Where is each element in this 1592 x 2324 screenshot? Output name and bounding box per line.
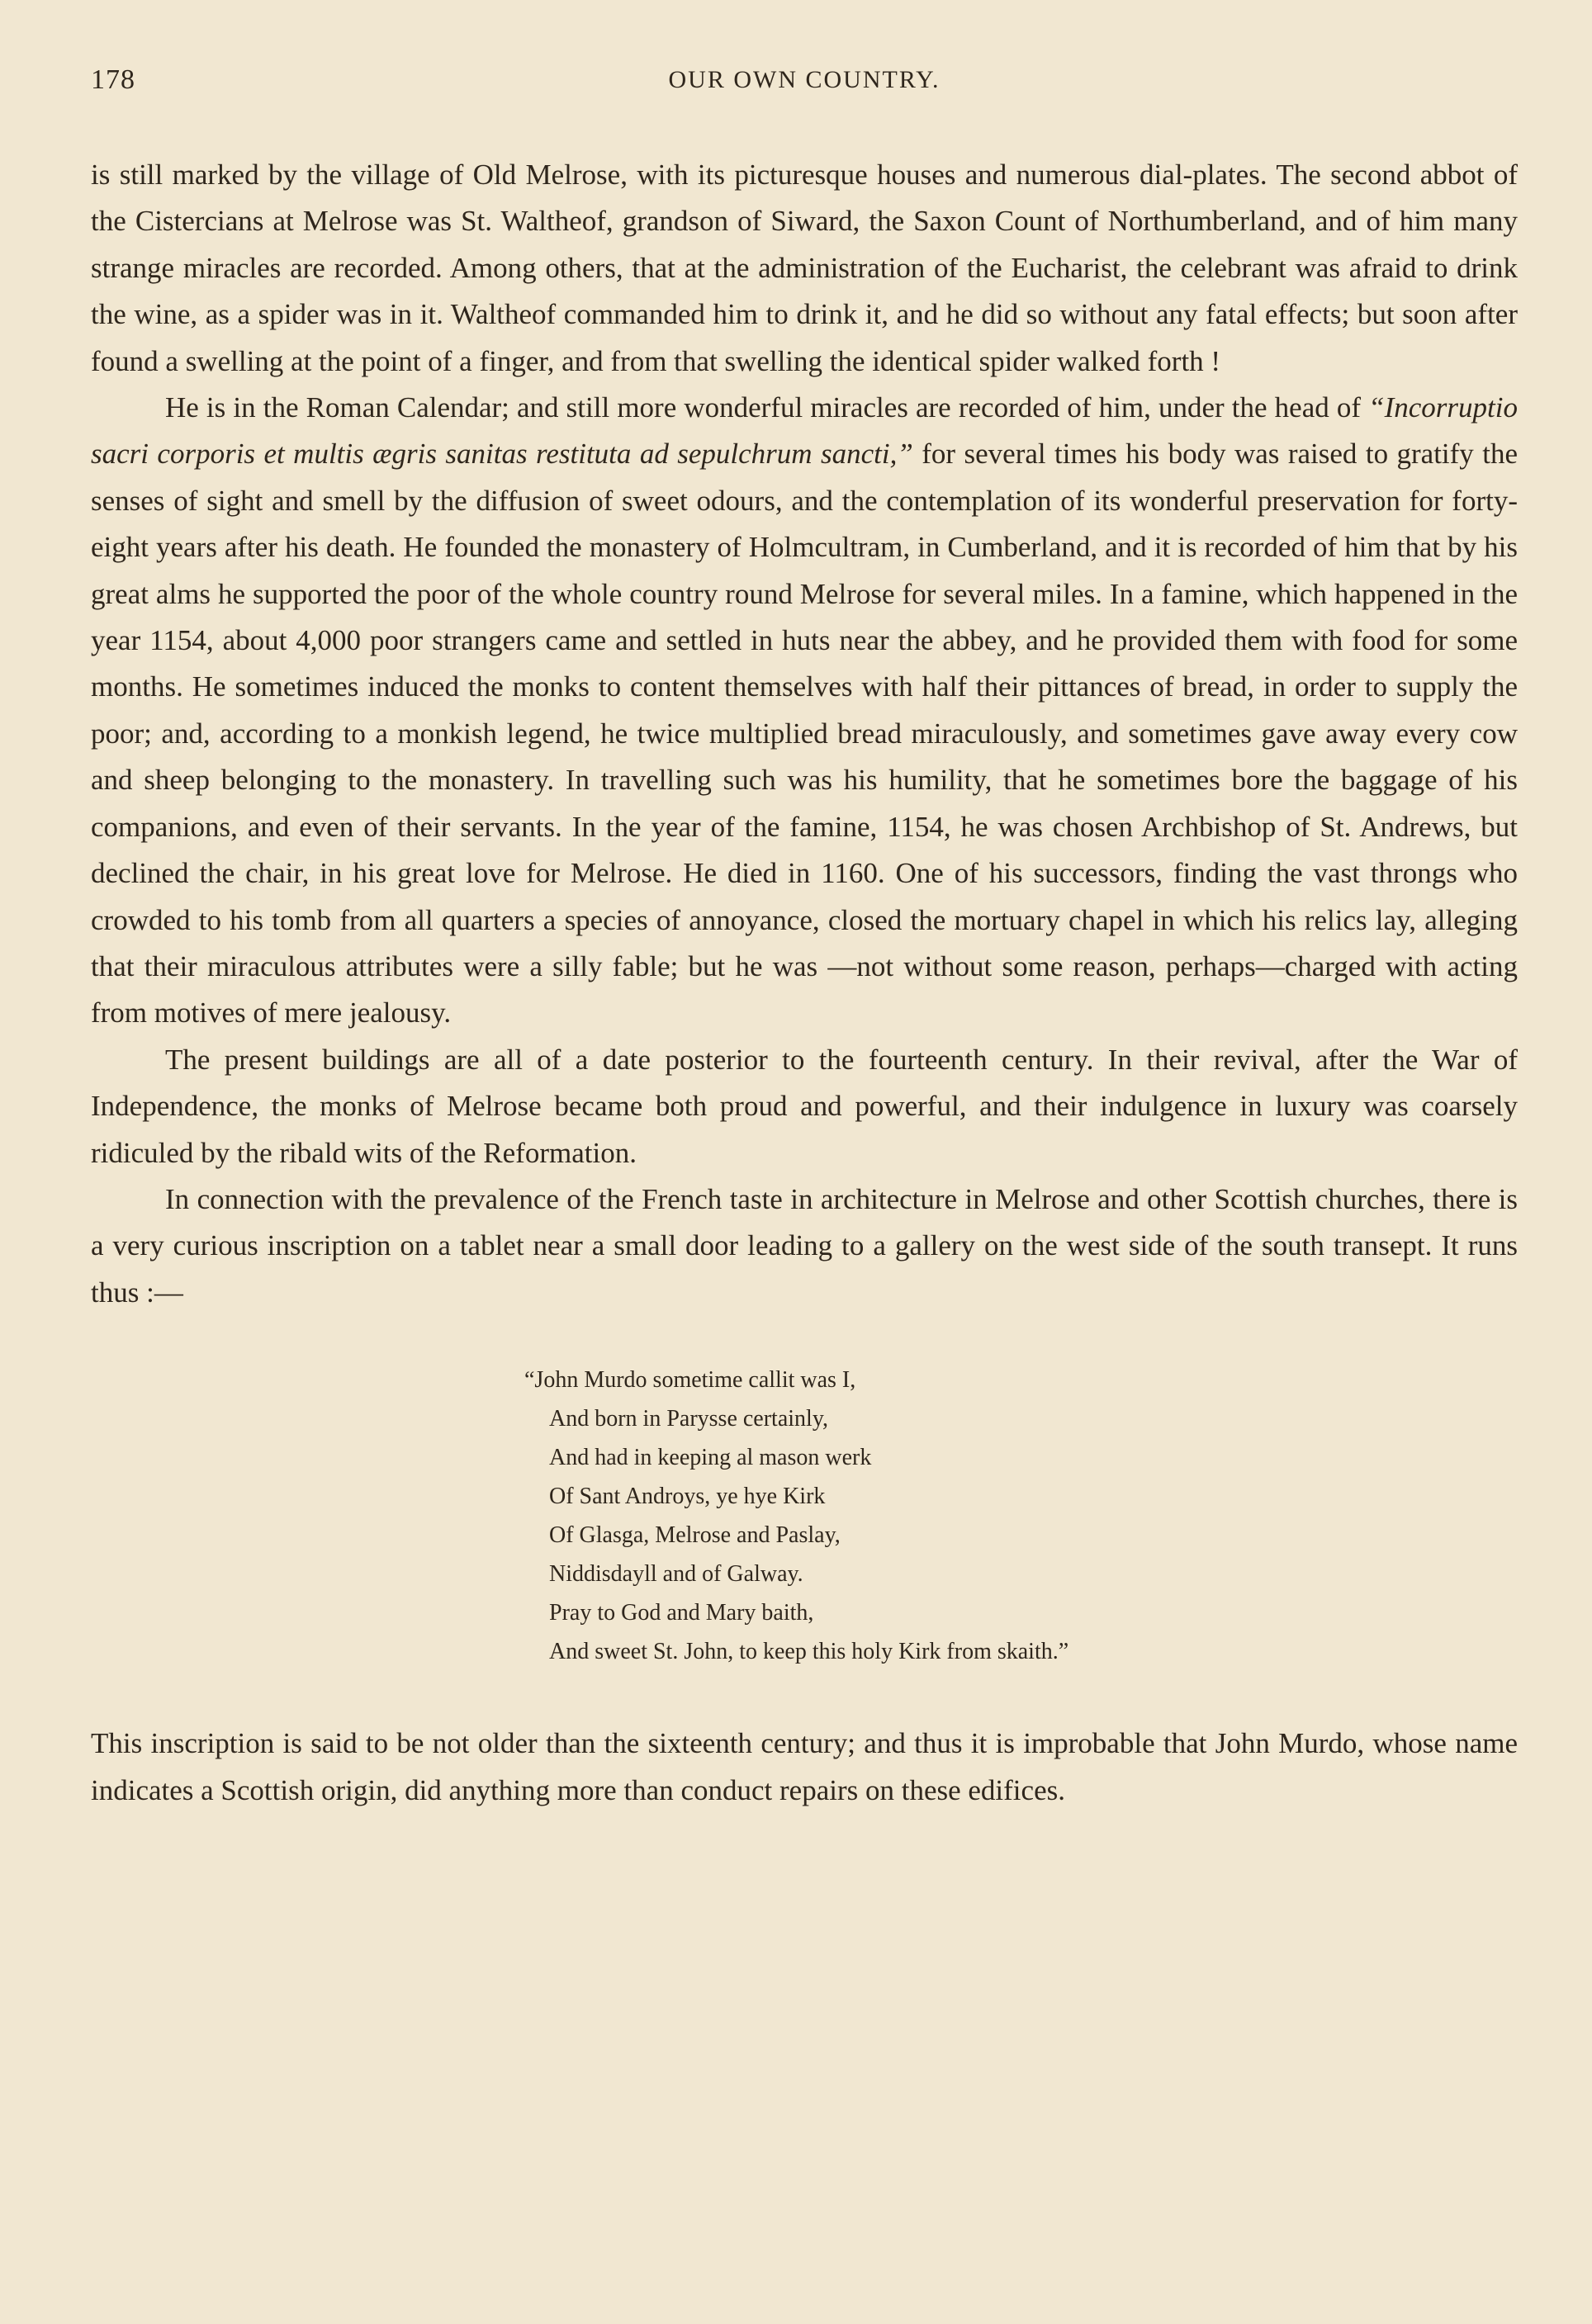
paragraph-text: is still marked by the village of Old Melrose, with its picturesque houses and numerous dial-plates. The second abbot of the Cistercians at Melrose was St. Waltheof, grandson of Siward, the Saxon Count of Northumberland, and of him many strange miracles are recorded. Among others, that at the administration of the Eucharist, the celebrant was afraid to drink the wine, as a spider was in it. Waltheof commanded him to drink it, and he did so without any fatal effects; but soon after found a swelling at the point of a finger, and from that swelling the identical spider walked forth !	[91, 159, 1518, 377]
paragraph-text: The present buildings are all of a date posterior to the fourteenth century. In their revival, after the War of Independence, the monks of Melrose became both proud and powerful, and their indulgence in luxury was coarsely ridiculed by the ribald wits of the Reformation.	[91, 1043, 1518, 1169]
verse-line: Pray to God and Mary baith,	[549, 1600, 814, 1626]
latin-quotation: “Incorruptio sacri corporis et multis ægris sanitas restituta ad sepulchrum sancti,”	[91, 391, 1518, 471]
verse-line: Niddisdayll and of Galway.	[549, 1561, 803, 1588]
page-number: 178	[91, 64, 135, 95]
paragraph	[91, 152, 1518, 385]
page-header	[91, 59, 1518, 109]
book-page	[91, 59, 1518, 2289]
closing-paragraph: This inscription is said to be not older than the sixteenth century; and thus it is improbable that John Murdo, whose name indicates a Scottish origin, did anything more than conduct repairs on these edifices.	[91, 1727, 1518, 1806]
verse-line: And had in keeping al mason werk	[549, 1445, 872, 1471]
paragraph-text: In connection with the prevalence of the French taste in architecture in Melrose and other Scottish churches, there is a very curious inscription on a tablet near a small door leading to a gallery on the west side of the south transept. It runs thus :—	[91, 1182, 1518, 1309]
verse-line: “John Murdo sometime callit was I,	[524, 1367, 856, 1394]
paragraph	[91, 385, 1518, 1037]
paragraph	[91, 1037, 1518, 1176]
paragraph	[91, 1176, 1518, 1316]
paragraph-text: for several times his body was raised to gratify the senses of sight and smell by the diffusion of sweet odours, and the contemplation of its wonderful preservation for forty-eight years after his death. He founded the monastery of Holmcultram, in Cumberland, and it is recorded of him that by his great alms he supported the poor of the whole country round Melrose for several miles. In a famine, which happened in the year 1154, about 4,000 poor strangers came and settled in huts near the abbey, and he provided them with food for some months. He sometimes induced the monks to content themselves with half their pittances of bread, in order to supply the poor; and, according to a monkish legend, he twice multiplied bread miraculously, and sometimes gave away every cow and sheep belonging to the monastery. In travelling such was his humility, that he sometimes bore the baggage of his companions, and even of their servants. In the year of the famine, 1154, he was chosen Archbishop of St. Andrews, but declined the chair, in his great love for Melrose. He died in 1160. One of his successors, finding the vast throngs who crowded to his tomb from all quarters a species of annoyance, closed the mortuary chapel in which his relics lay, alleging that their miraculous attributes were a silly fable; but he was —not without some reason, perhaps—charged with acting from motives of mere jealousy.	[91, 438, 1518, 1029]
verse-line: And sweet St. John, to keep this holy Kirk from skaith.”	[549, 1639, 1069, 1665]
inscription-verse	[524, 1361, 1518, 1671]
running-head: OUR OWN COUNTRY.	[668, 66, 941, 93]
verse-line: Of Sant Androys, ye hye Kirk	[549, 1484, 826, 1510]
verse-line: Of Glasga, Melrose and Paslay,	[549, 1522, 841, 1549]
paragraph-text: He is in the Roman Calendar; and still more wonderful miracles are recorded of him, under the head of	[165, 391, 1369, 424]
body-text	[91, 152, 1518, 1814]
verse-line: And born in Parysse certainly,	[549, 1406, 828, 1432]
